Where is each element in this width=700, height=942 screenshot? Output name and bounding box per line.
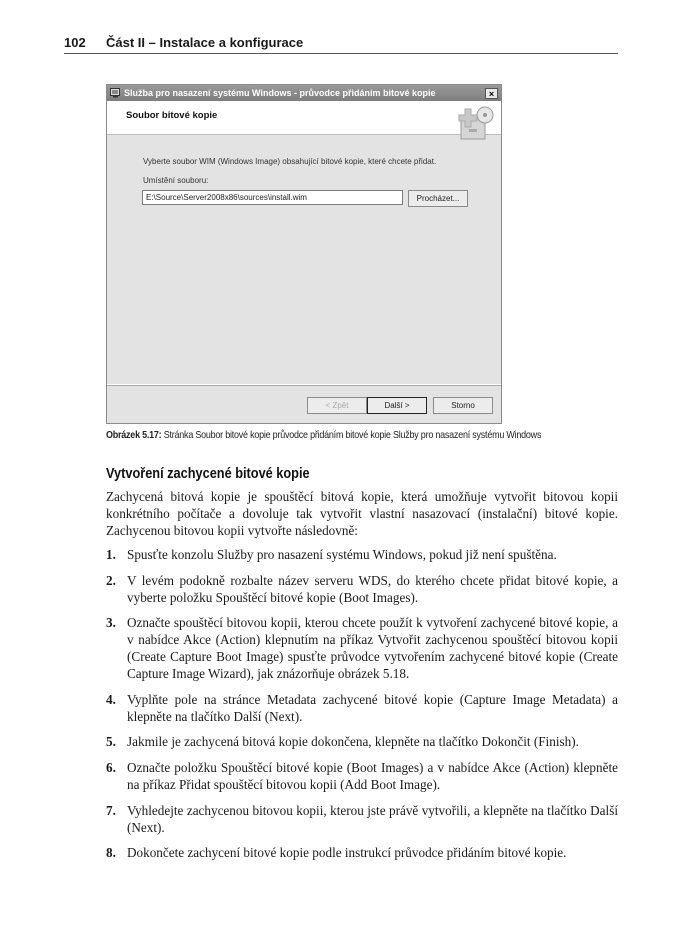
list-item	[106, 691, 618, 725]
intro-paragraph: Zachycená bitová kopie je spouštěcí bitová kopie, která umožňuje vytvořit bitovou kopii konkrétního počítače a dovoluje tak vytvořit vlastní nasazovací (instalační) bitové kopie. Zachycenou bitovou kopii vytvořte následovně:	[106, 489, 618, 538]
list-item	[106, 614, 618, 682]
cancel-button[interactable]: Storno	[433, 397, 493, 414]
step-text: Jakmile je zachycená bitová kopie dokončena, klepněte na tlačítko Dokončit (Finish).	[127, 734, 579, 750]
dialog-title: Služba pro nasazení systému Windows - průvodce přidáním bitové kopie	[124, 88, 436, 98]
wizard-dialog-screenshot	[106, 84, 502, 424]
dialog-titlebar	[107, 85, 501, 101]
instruction-text: Vyberte soubor WIM (Windows Image) obsahující bitové kopie, které chcete přidat.	[143, 157, 437, 166]
step-text: V levém podokně rozbalte název serveru WDS, do kterého chcete přidat bitové kopie, a vyberte položku Spouštěcí bitové kopie (Boot Images).	[127, 572, 618, 605]
back-button[interactable]: < Zpět	[307, 397, 367, 414]
step-text: Dokončete zachycení bitové kopie podle instrukcí průvodce přidáním bitové kopie.	[127, 845, 567, 861]
step-number: 4.	[106, 691, 116, 707]
list-item	[106, 546, 618, 563]
step-text: Spusťte konzolu Služby pro nasazení systému Windows, pokud již není spuštěna.	[127, 547, 557, 562]
step-number: 8.	[106, 845, 116, 861]
step-text: Označte spouštěcí bitovou kopii, kterou chcete použít k vytvoření zachycené bitové kopie, a v nabídce Akce (Action) klepnutím na příkaz Vytvořit zachycenou spouštěcí bitovou kopii (Create Capture Boot Image) spusťte průvodce vytvořením zachycené bitové kopie (Create Capture Image Wizard), jak znázorňuje obrázek 5.18.	[127, 615, 618, 682]
figure-caption	[106, 430, 541, 441]
section-title: Vytvoření zachycené bitové kopie	[106, 465, 310, 482]
file-location-input[interactable]: E:\Source\Server2008x86\sources\install.wim	[142, 190, 403, 205]
step-number: 2.	[106, 572, 116, 588]
steps-list	[106, 546, 618, 870]
footer-divider	[107, 385, 501, 386]
running-head	[64, 34, 618, 54]
dialog-content	[107, 135, 501, 385]
location-label: Umístění souboru:	[143, 176, 209, 185]
list-item	[106, 572, 618, 606]
step-number: 6.	[106, 759, 116, 775]
close-button[interactable]: ×	[485, 88, 498, 99]
part-title: Část II – Instalace a konfigurace	[106, 35, 304, 50]
page-heading: Soubor bitové kopie	[126, 110, 218, 121]
step-text: Vyplňte pole na stránce Metadata zachycené bitové kopie (Capture Image Metadata) a klepněte na tlačítko Další (Next).	[127, 691, 618, 724]
step-text: Označte položku Spouštěcí bitové kopie (Boot Images) a v nabídce Akce (Action) klepněte na příkaz Přidat spouštěcí bitovou kopii (Add Boot Image).	[127, 759, 618, 792]
list-item	[106, 844, 618, 861]
caption-text: Stránka Soubor bitové kopie průvodce přidáním bitové kopie Služby pro nasazení systému Windows	[161, 430, 542, 441]
dialog-header	[107, 101, 501, 135]
step-text: Vyhledejte zachycenou bitovou kopii, kterou jste právě vytvořili, a klepněte na tlačítko Další (Next).	[127, 802, 618, 835]
step-number: 5.	[106, 734, 116, 750]
page-number: 102	[64, 35, 86, 50]
caption-label: Obrázek 5.17:	[106, 430, 162, 441]
next-button[interactable]: Další >	[367, 397, 427, 414]
step-number: 1.	[106, 547, 116, 562]
list-item	[106, 802, 618, 836]
browse-button[interactable]: Procházet...	[408, 190, 468, 207]
list-item	[106, 733, 618, 750]
step-number: 3.	[106, 615, 116, 631]
app-icon	[110, 88, 121, 98]
list-item	[106, 759, 618, 793]
step-number: 7.	[106, 802, 116, 818]
